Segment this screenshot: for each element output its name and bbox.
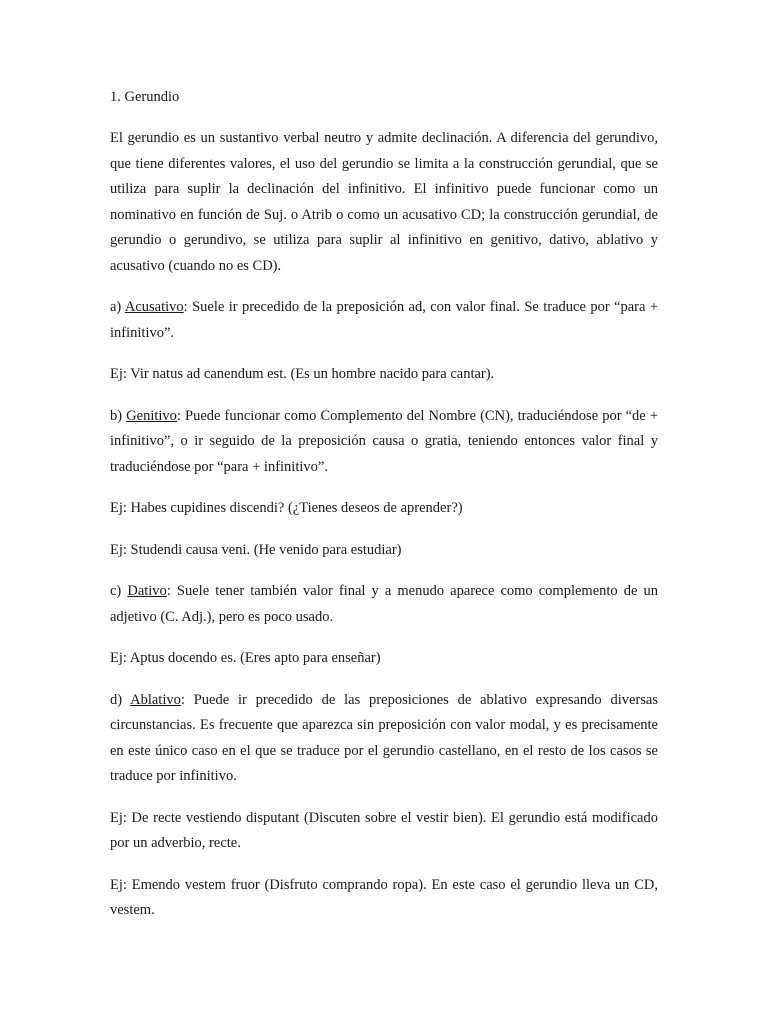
item-text: : Suele ir precedido de la preposición ad, con valor final. Se traduce por “para + infinitivo”. bbox=[110, 299, 659, 341]
example-paragraph: Ej: Emendo vestem fruor (Disfruto comprando ropa). En este caso el gerundio lleva un CD, vestem. bbox=[110, 876, 658, 918]
term-ablativo: Ablativo bbox=[130, 691, 181, 708]
item-prefix: a) bbox=[110, 299, 125, 315]
example-paragraph: Ej: Aptus docendo es. (Eres apto para enseñar) bbox=[110, 650, 381, 666]
example-paragraph: Ej: Studendi causa veni. (He venido para estudiar) bbox=[110, 541, 402, 558]
item-text: : Puede funcionar como Complemento del Nombre (CN), traduciéndose por “de + infinitivo”, o ir seguido de la preposición causa o gratia, teniendo entonces valor final y traduciéndose por “para + infinitivo”. bbox=[110, 407, 658, 475]
term-genitivo: Genitivo bbox=[126, 407, 177, 424]
ablative-paragraph bbox=[110, 688, 658, 790]
dative-paragraph bbox=[110, 579, 658, 630]
section-heading: 1. Gerundio bbox=[110, 89, 180, 105]
example-paragraph: Ej: Vir natus ad canendum est. (Es un hombre nacido para cantar). bbox=[110, 366, 495, 382]
intro-paragraph: El gerundio es un sustantivo verbal neutro y admite declinación. A diferencia del gerundivo, que tiene diferentes valores, el uso del gerundio se limita a la construcción gerundial, que se utiliza para suplir la declinación del infinitivo. El infinitivo puede funcionar como un nominativo en función de Suj. o Atrib o como un acusativo CD; la construcción gerundial, de gerundio o gerundivo, se utiliza para suplir al infinitivo en genitivo, dativo, ablativo y acusativo (cuando no es CD). bbox=[110, 130, 658, 274]
item-text: : Puede ir precedido de las preposiciones de ablativo expresando diversas circunstancias. Es frecuente que aparezca sin preposición con valor modal, y es precisamente en este único caso en el que se traduce por el gerundio castellano, en el resto de los casos se traduce por infinitivo. bbox=[110, 691, 658, 784]
item-prefix: d) bbox=[110, 691, 131, 708]
item-text: : Suele tener también valor final y a menudo aparece como complemento de un adjetivo (C. Adj.), pero es poco usado. bbox=[110, 583, 658, 625]
term-dativo: Dativo bbox=[127, 583, 167, 599]
item-prefix: c) bbox=[110, 583, 128, 599]
accusative-paragraph bbox=[110, 295, 658, 346]
document-page bbox=[110, 84, 658, 940]
example-paragraph: Ej: De recte vestiendo disputant (Discuten sobre el vestir bien). El gerundio está modificado por un adverbio, recte. bbox=[110, 809, 658, 851]
term-acusativo: Acusativo bbox=[124, 299, 184, 315]
example-paragraph: Ej: Habes cupidines discendi? (¿Tienes deseos de aprender?) bbox=[110, 500, 463, 516]
genitive-paragraph bbox=[110, 404, 658, 481]
item-prefix: b) bbox=[110, 407, 127, 424]
